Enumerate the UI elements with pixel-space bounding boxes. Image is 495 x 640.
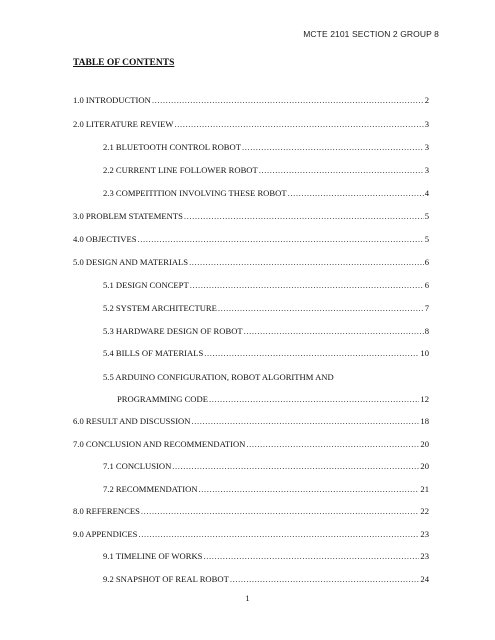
toc-entry[interactable] [73,528,429,540]
page-header: MCTE 2101 SECTION 2 GROUP 8 [303,29,439,39]
toc-entry-page: 5 [424,211,429,221]
toc-entry-label: 5.3 HARDWARE DESIGN OF ROBOT [103,326,243,336]
toc-entry[interactable] [73,415,429,427]
toc-leader-dots [199,483,420,495]
toc-entry[interactable] [103,460,429,472]
toc-leader-dots [218,302,424,314]
toc-entry[interactable] [103,573,429,585]
toc-leader-dots [230,573,420,585]
toc-entry-page: 18 [420,416,429,426]
toc-entry[interactable] [103,371,423,383]
toc-entry-page: 3 [424,165,429,175]
toc-entry[interactable] [103,483,429,495]
toc-entry-label: 3.0 PROBLEM STATEMENTS [73,211,183,221]
toc-leader-dots [209,393,419,405]
toc-entry-label: 5.5 ARDUINO CONFIGURATION, ROBOT ALGORITHM AND [103,372,334,382]
toc-title: TABLE OF CONTENTS [73,58,175,68]
toc-leader-dots [141,505,420,517]
toc-entry-label: 9.1 TIMELINE OF WORKS [103,551,203,561]
toc-entry-label: 9.2 SNAPSHOT OF REAL ROBOT [103,574,229,584]
toc-entry-page: 2 [424,95,429,105]
toc-entry[interactable] [103,279,429,291]
toc-entry-label: 7.2 RECOMMENDATION [103,484,198,494]
toc-entry-label: 5.1 DESIGN CONCEPT [103,280,189,290]
toc-entry-page: 6 [424,280,429,290]
toc-entry-page: 7 [424,303,429,313]
toc-entry[interactable] [117,393,429,405]
toc-entry-page: 12 [420,394,429,404]
toc-entry-label: 8.0 REFERENCES [73,506,140,516]
toc-entry-page: 8 [424,326,429,336]
toc-entry-label: 1.0 INTRODUCTION [73,95,151,105]
toc-entry-page: 21 [420,484,429,494]
toc-entry[interactable] [73,210,429,222]
toc-entry-label: 7.1 CONCLUSION [103,461,172,471]
toc-entry[interactable] [73,94,429,106]
toc-leader-dots [204,347,419,359]
page-number: 1 [245,593,250,603]
toc-leader-dots [184,210,424,222]
toc-entry[interactable] [103,347,429,359]
toc-entry[interactable] [103,325,429,337]
toc-leader-dots [172,460,419,472]
toc-entry-page: 3 [424,142,429,152]
toc-entry-label: 4.0 OBJECTIVES [73,234,137,244]
toc-entry[interactable] [73,438,429,450]
toc-entry-page: 23 [420,551,429,561]
toc-leader-dots [242,141,424,153]
toc-entry-page: 24 [420,574,429,584]
toc-entry-label: 7.0 CONCLUSION AND RECOMMENDATION [73,439,246,449]
toc-entry-page: 3 [424,119,429,129]
toc-entry[interactable] [73,118,429,130]
toc-entry[interactable] [73,505,429,517]
toc-entry-label: 2.0 LITERATURE REVIEW [73,119,174,129]
toc-entry-page: 6 [424,257,429,267]
toc-leader-dots [288,187,424,199]
toc-entry-label: 2.3 COMPEITITION INVOLVING THESE ROBOT [103,188,287,198]
toc-entry-page: 23 [420,529,429,539]
toc-leader-dots [138,528,419,540]
toc-entry[interactable] [73,256,429,268]
toc-leader-dots [246,438,419,450]
toc-entry-page: 20 [420,439,429,449]
toc-entry[interactable] [103,141,429,153]
toc-entry-label: 9.0 APPENDICES [73,529,138,539]
toc-entry-label: 2.2 CURRENT LINE FOLLOWER ROBOT [103,165,258,175]
toc-entry-label: 6.0 RESULT AND DISCUSSION [73,416,191,426]
toc-entry[interactable] [103,187,429,199]
toc-entry-page: 10 [420,348,429,358]
toc-leader-dots [203,550,419,562]
toc-entry[interactable] [103,164,429,176]
toc-entry[interactable] [103,302,429,314]
toc-leader-dots [152,94,424,106]
toc-leader-dots [190,279,424,291]
toc-entry-page: 4 [424,188,429,198]
toc-leader-dots [174,118,423,130]
toc-leader-dots [191,415,419,427]
toc-entry-page: 5 [424,234,429,244]
toc-entry-label: PROGRAMMING CODE [117,394,208,404]
toc-leader-dots [138,233,424,245]
toc-leader-dots [259,164,424,176]
toc-entry-label: 2.1 BLUETOOTH CONTROL ROBOT [103,142,241,152]
toc-entry-label: 5.2 SYSTEM ARCHITECTURE [103,303,217,313]
toc-entry-label: 5.4 BILLS OF MATERIALS [103,348,204,358]
toc-leader-dots [189,256,424,268]
toc-entry-page: 20 [420,461,429,471]
toc-entry-label: 5.0 DESIGN AND MATERIALS [73,257,189,267]
toc-entry[interactable] [73,233,429,245]
toc-leader-dots [244,325,424,337]
toc-entry[interactable] [103,550,429,562]
toc-entry-page: 22 [420,506,429,516]
